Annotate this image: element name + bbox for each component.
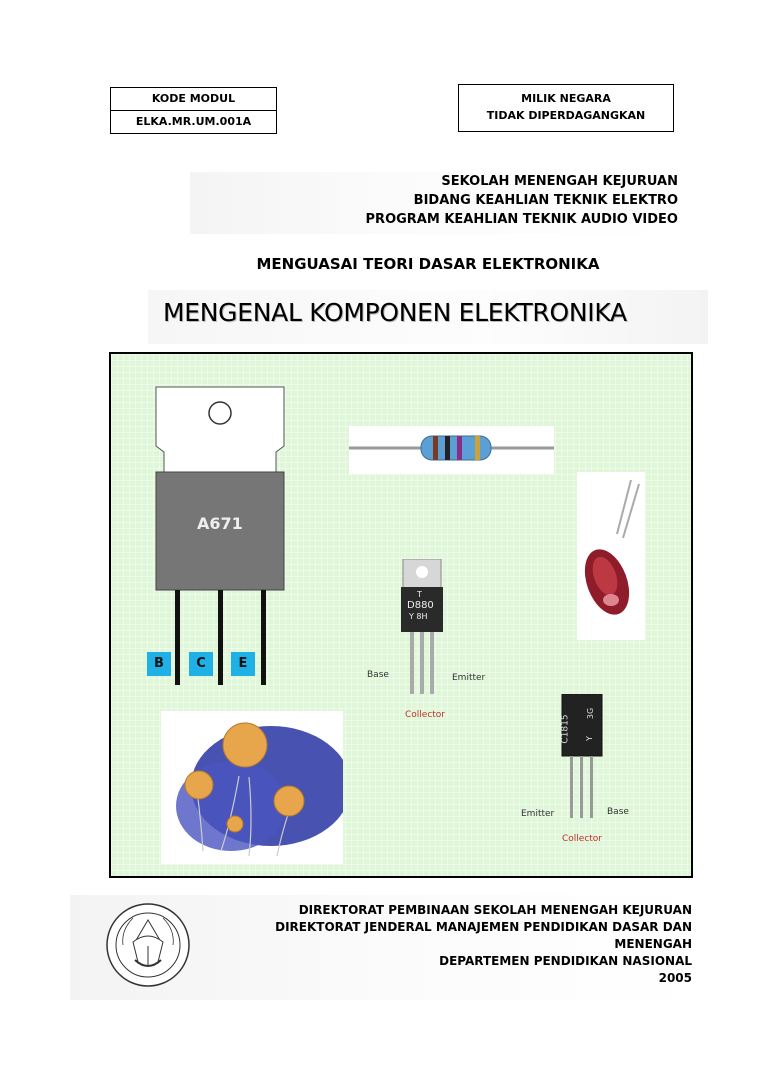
milik-negara-line2: TIDAK DIPERDAGANGKAN: [486, 109, 646, 122]
c1815-mark-2: Y: [584, 736, 594, 741]
footer-line2: DIREKTORAT JENDERAL MANAJEMEN PENDIDIKAN DASAR DAN MENENGAH: [275, 920, 692, 951]
school-header: [190, 172, 678, 234]
kode-modul-label: KODE MODUL: [151, 92, 236, 105]
d880-mark-1: T: [417, 590, 422, 599]
d880-mark-3: Y 8H: [409, 612, 428, 621]
d880-emitter-label: Emitter: [452, 673, 486, 683]
ceramic-capacitors-image: [161, 711, 343, 864]
footer-text: [196, 902, 692, 987]
d880-base-label: Base: [367, 670, 389, 680]
milik-negara-box: [458, 84, 674, 132]
photodiode-image: [577, 472, 645, 640]
footer-line3: DEPARTEMEN PENDIDIKAN NASIONAL: [439, 954, 692, 968]
power-transistor-label: A671: [197, 514, 243, 533]
d880-collector-label: Collector: [405, 710, 446, 720]
module-subtitle: MENGUASAI TEORI DASAR ELEKTRONIKA: [256, 255, 600, 273]
school-line1: SEKOLAH MENENGAH KEJURUAN: [441, 174, 678, 189]
pin-label-e: E: [231, 652, 255, 676]
footer-year: 2005: [658, 971, 692, 985]
school-line3: PROGRAM KEAHLIAN TEKNIK AUDIO VIDEO: [365, 212, 678, 227]
c1815-emitter-label: Emitter: [521, 809, 555, 819]
components-illustration: [109, 352, 693, 878]
c1815-mark-1: C1815: [560, 714, 571, 744]
power-transistor-image: [151, 384, 291, 689]
tut-wuri-handayani-logo: [103, 900, 193, 990]
c1815-base-label: Base: [607, 807, 629, 817]
transistor-d880-image: [401, 559, 443, 694]
footer-line1: DIREKTORAT PEMBINAAN SEKOLAH MENENGAH KEJURUAN: [298, 903, 692, 917]
kode-modul-box: [110, 87, 277, 134]
c1815-mark-3: 3G: [586, 707, 596, 720]
pin-label-b: B: [147, 652, 171, 676]
kode-modul-code: ELKA.MR.UM.001A: [111, 110, 276, 133]
pin-label-c: C: [189, 652, 213, 676]
d880-mark-2: D880: [407, 600, 434, 611]
resistor-image: [349, 426, 554, 474]
school-line2: BIDANG KEAHLIAN TEKNIK ELEKTRO: [413, 193, 678, 208]
c1815-collector-label: Collector: [562, 834, 603, 844]
module-title: MENGENAL KOMPONEN ELEKTRONIKA: [163, 298, 627, 327]
milik-negara-line1: MILIK NEGARA: [521, 92, 611, 105]
